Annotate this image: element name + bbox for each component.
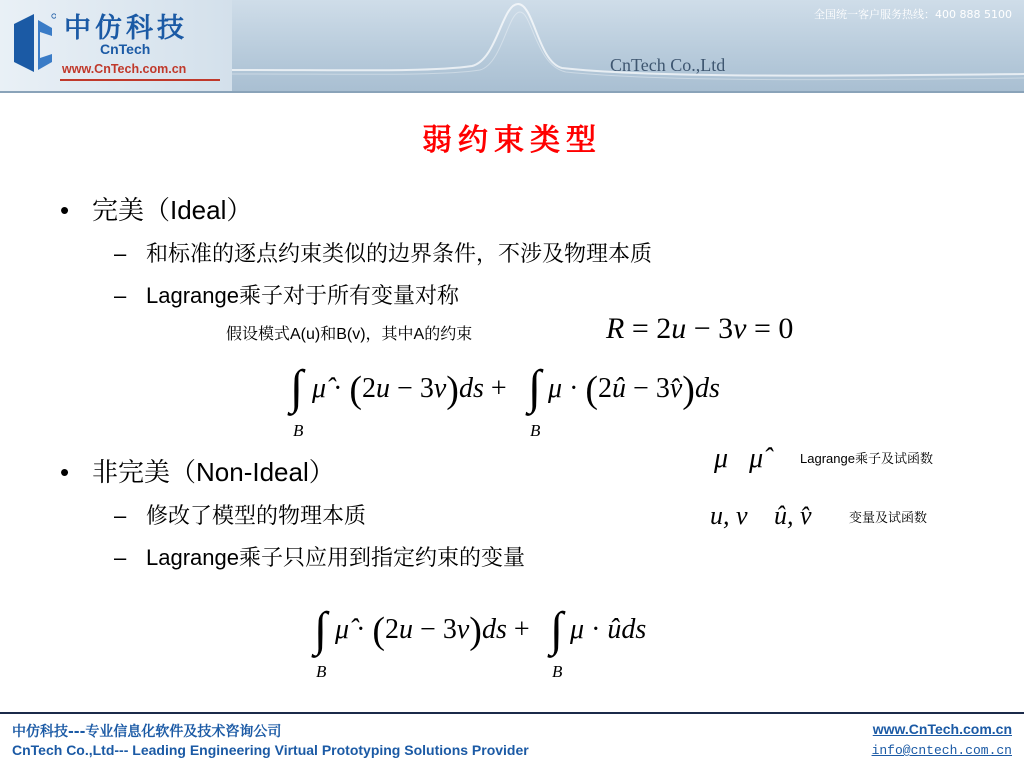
bullet-dot: • xyxy=(60,195,70,225)
header-company-name: CnTech Co.,Ltd xyxy=(610,55,726,75)
eq1-minus: − xyxy=(633,373,649,404)
logo-english-name: CnTech xyxy=(100,41,151,57)
integral-sign: ∫ xyxy=(290,361,304,414)
logo-chinese-name: 中仿科技 xyxy=(64,13,188,44)
eq2-mu: μ xyxy=(570,614,585,645)
legend-muhat: μ̂ xyxy=(749,443,764,474)
eq2-muhat: μ̂ xyxy=(335,614,350,645)
eq-R: R xyxy=(606,312,625,345)
footer-divider xyxy=(0,712,1024,714)
sub-bullet-non-ideal-2 xyxy=(114,541,525,572)
assumption-text: 假设模式A(u)和B(v)，其中A的约束 xyxy=(226,326,473,343)
logo-website[interactable]: www.CnTech.com.cn xyxy=(62,62,187,76)
footer-company-en: CnTech Co.,Ltd--- Leading Engineering Virtual Prototyping Solutions Provider xyxy=(12,742,529,758)
footer-website-link[interactable]: www.CnTech.com.cn xyxy=(872,721,1012,737)
eq1-dot: · xyxy=(569,373,579,404)
eq1-lparen: ( xyxy=(585,369,599,411)
eq2-two: 2 xyxy=(385,614,400,645)
eq1-rparen: ) xyxy=(446,369,459,411)
sub-bullet-non-ideal-1 xyxy=(114,499,366,530)
legend-mu: μ xyxy=(714,443,729,474)
sub-bullet-ideal-2-text: Lagrange乘子对于所有变量对称 xyxy=(146,283,459,308)
eq1-u: u xyxy=(376,373,391,404)
sub-bullet-dash: – xyxy=(114,283,127,308)
eq1-vhat: v̂ xyxy=(669,373,683,404)
eq2-term2 xyxy=(570,614,646,646)
integral-domain-B: B xyxy=(293,421,304,440)
bullet-non-ideal-text: 非完美（Non-Ideal） xyxy=(92,457,335,487)
header-banner xyxy=(0,0,1024,93)
logo-underline xyxy=(60,79,220,81)
eq-minus: − xyxy=(693,312,711,345)
footer-email-link[interactable]: info@cntech.com.cn xyxy=(871,743,1012,758)
bullet-ideal xyxy=(60,190,252,227)
footer-company-cn: 中仿科技---专业信息化软件及技术咨询公司 xyxy=(12,724,282,740)
legend-mu-symbols xyxy=(714,443,763,475)
eq1-dot: · xyxy=(333,373,343,404)
logo-area xyxy=(0,0,232,93)
bullet-ideal-text: 完美（Ideal） xyxy=(92,195,253,225)
eq1-minus: − xyxy=(397,373,413,404)
eq1-mu: μ xyxy=(548,373,563,404)
eq2-v: v xyxy=(456,614,470,645)
eq2-plus: + xyxy=(513,614,530,645)
eq2-lparen: ( xyxy=(372,610,386,652)
eq2-ds: ds xyxy=(481,614,507,645)
eq2-dot: · xyxy=(356,614,366,645)
integral-domain-B: B xyxy=(552,662,563,681)
integral-sign: ∫ xyxy=(528,361,542,414)
eq2-uhat-ds: ûds xyxy=(607,614,647,645)
eq1-three: 3 xyxy=(655,373,670,404)
integral-sign: ∫ xyxy=(550,603,564,656)
eq-two: 2 xyxy=(656,312,672,345)
constraint-equation xyxy=(606,312,793,346)
eq1-term2 xyxy=(548,369,720,411)
integral-sign: ∫ xyxy=(314,603,328,656)
eq1-two: 2 xyxy=(362,373,377,404)
eq2-term1 xyxy=(335,610,530,652)
bullet-dot: • xyxy=(60,457,70,487)
eq1-lparen: ( xyxy=(349,369,363,411)
legend-uv-label: 变量及试函数 xyxy=(849,510,928,525)
integral-domain-B: B xyxy=(530,421,541,440)
sub-bullet-non-ideal-2-text: Lagrange乘子只应用到指定约束的变量 xyxy=(146,545,525,570)
eq2-minus: − xyxy=(420,614,436,645)
eq1-rparen: ) xyxy=(682,369,695,411)
eq1-two: 2 xyxy=(598,373,613,404)
cntech-logo-icon xyxy=(8,10,56,80)
sub-bullet-ideal-1-text: 和标准的逐点约束类似的边界条件，不涉及物理本质 xyxy=(146,241,653,266)
eq2-dot: · xyxy=(591,614,601,645)
eq-equals: = xyxy=(754,312,771,345)
bullet-non-ideal xyxy=(60,452,335,489)
eq1-ds: ds xyxy=(458,373,484,404)
sub-bullet-dash: – xyxy=(114,545,127,570)
legend-uv-symbols xyxy=(710,501,812,531)
sub-bullet-dash: – xyxy=(114,503,127,528)
eq1-uhat: û xyxy=(612,373,627,404)
hotline-text: 全国统一客户服务热线：400 888 5100 xyxy=(814,8,1012,21)
eq1-three: 3 xyxy=(419,373,434,404)
sub-bullet-ideal-2 xyxy=(114,279,459,310)
eq2-three: 3 xyxy=(442,614,457,645)
sub-bullet-non-ideal-1-text: 修改了模型的物理本质 xyxy=(146,503,367,528)
eq-three: 3 xyxy=(718,312,734,345)
eq1-muhat: μ̂ xyxy=(312,373,327,404)
eq2-rparen: ) xyxy=(469,610,482,652)
sub-bullet-dash: – xyxy=(114,241,127,266)
eq1-plus: + xyxy=(490,373,507,404)
eq-zero: 0 xyxy=(778,312,794,345)
sub-bullet-ideal-1 xyxy=(114,237,652,268)
eq1-term1 xyxy=(312,369,507,411)
eq1-ds: ds xyxy=(694,373,720,404)
eq-u: u xyxy=(671,312,687,345)
integral-domain-B: B xyxy=(316,662,327,681)
legend-uvhat: û, v̂ xyxy=(774,501,812,530)
legend-mu-label: Lagrange乘子及试函数 xyxy=(800,451,933,466)
eq-equals: = xyxy=(631,312,649,345)
legend-uv: u, v xyxy=(710,501,748,530)
slide-title: 弱约束类型 xyxy=(422,123,602,158)
eq2-u: u xyxy=(399,614,414,645)
eq1-v: v xyxy=(433,373,447,404)
eq-v: v xyxy=(733,312,747,345)
